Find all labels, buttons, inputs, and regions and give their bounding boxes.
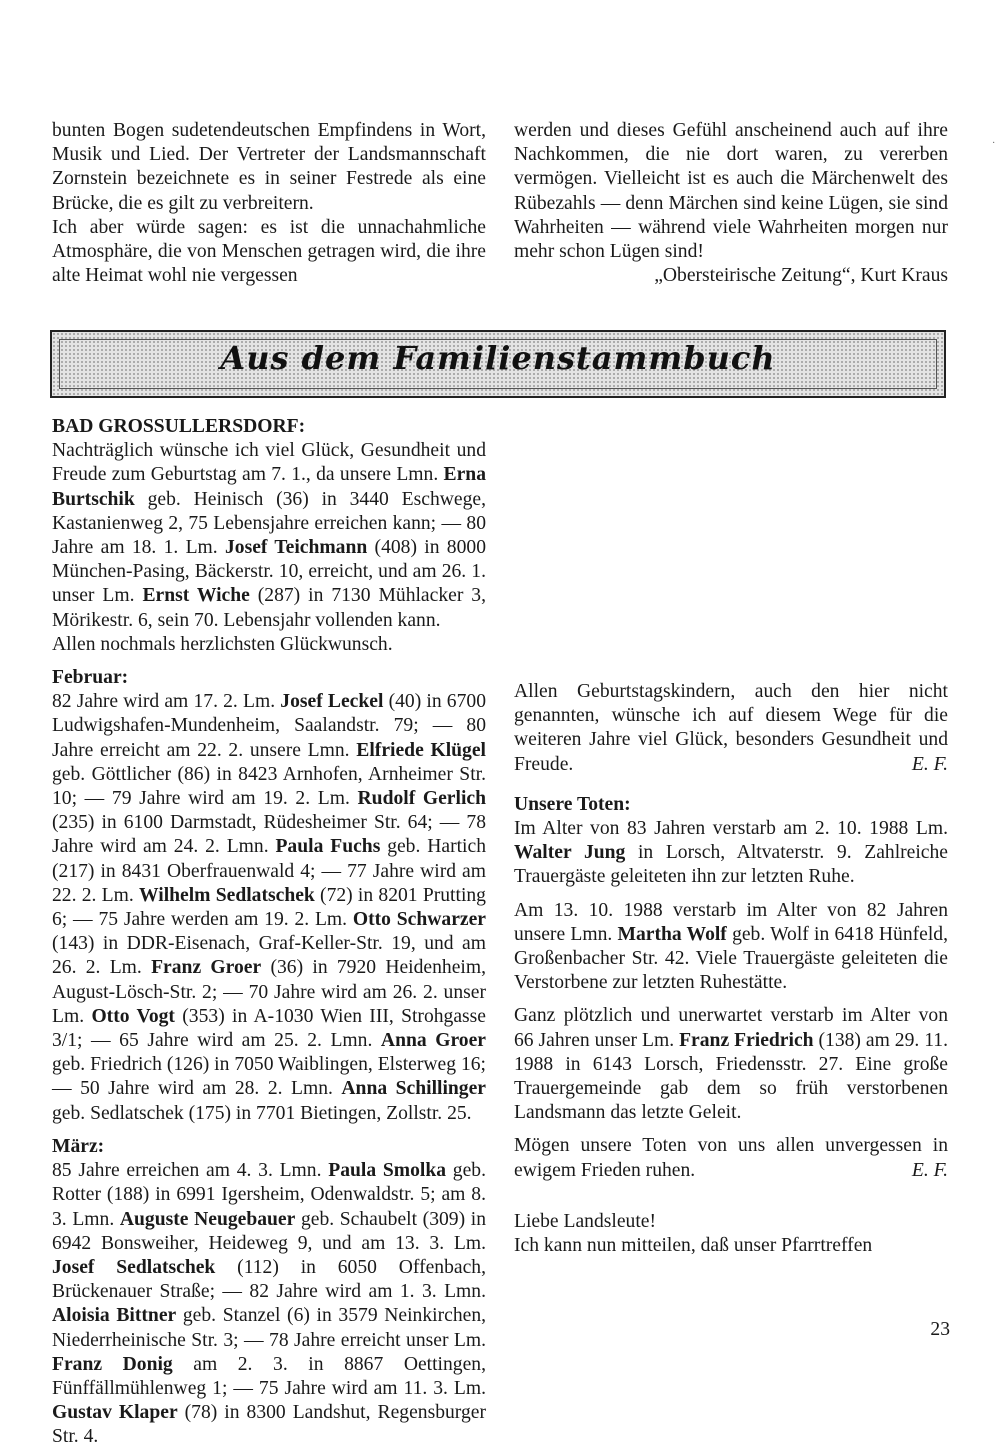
person-name: Wilhelm Sedlatschek [139,884,315,906]
top-right-column [514,119,948,288]
edge-mark: · [992,138,996,149]
person-name: Paula Smolka [328,1160,447,1182]
person-name: Martha Wolf [617,923,727,945]
obituary-paragraph [514,899,948,996]
obituary-paragraph [514,1004,948,1125]
intro-paragraph: werden und dieses Gefühl anscheinend auch auf ihre Nachkommen, die nie dort waren, zu vererben vermögen. Vielleicht ist es auch die Märchenwelt des Rübezahls — denn Märchen sind keine Lügen, sie sind Wahrheiten — während viele Wahrheiten morgen nur mehr schon Lügen sind! [514,120,948,263]
town-heading: BAD GROSSULLERSDORF: [52,416,306,437]
page-number: 23 [930,1319,950,1340]
intro-paragraph: bunten Bogen sudetendeutschen Empfindens in Wort, Musik und Lied. Der Vertreter der Landsmannschaft Zornstein bezeichnete es in seiner Festrede als eine Brücke, die es gilt zu verbreitern. [52,120,486,214]
section-banner [50,330,946,398]
top-left-column [52,119,486,288]
text-run: geb. Heinisch (36) in 3440 Eschwege, Kastanienweg 2, 75 Lebensjahre erreichen kann; — 80 Jahre am 18. 1. Lm. [52,488,486,559]
text-run: (40) in 6700 Ludwigshafen-Mundenheim, Saalandstr. 79; — 80 Jahre erreicht am 22. 2. unsere Lmn. [52,691,486,761]
obituary-closing [514,1134,948,1182]
left-column [52,415,486,1450]
person-name: Ernst Wiche [142,585,250,607]
person-name: Josef Teichmann [224,537,368,559]
source-attribution: „Obersteirische Zeitung“, Kurt Kraus [654,265,948,287]
text-run: Ganz plötzlich und unerwartet verstarb im Alter von 66 Jahren unser Lm. [514,1005,948,1051]
text-run: geb. Friedrich (126) in 7050 Waiblingen, Elsterweg 16; — 50 Jahre wird am 28. 2. Lmn. [52,1054,486,1100]
person-name: Auguste Neugebauer [119,1208,296,1230]
text-run: Nachträglich wünsche ich viel Glück, Gesundheit und Freude zum Geburtstag am 7. 1., da unsere Lmn. [52,440,486,486]
text-run: Im Alter von 83 Jahren verstarb am 2. 10. 1988 Lm. [514,818,948,840]
month-heading-february: Februar: [52,667,129,689]
letter-greeting: Liebe Landsleute! [514,1210,656,1232]
layout-spacer [514,1318,515,1319]
person-name: Otto Schwarzer [352,909,487,931]
text-run: (287) in 7130 Mühlacker 3, Mörikestr. 6, sein 70. Lebensjahr vollenden kann. [52,585,486,631]
text-run: geb. Hartich (217) in 8431 Oberfrauenwald 4; — 77 Jahre wird am 22. 2. Lm. [52,836,486,906]
text-run: (353) in A-1030 Wien III, Strohgasse 3/1; — 65 Jahre wird am 25. 2. Lmn. [52,1005,486,1052]
text-run: (112) in 6050 Offenbach, Brückenauer Straße; — 82 Jahre wird am 1. 3. Lmn. [52,1256,486,1303]
text-run: (235) in 6100 Darmstadt, Rüdesheimer Str. 64; — 78 Jahre wird am 24. 2. Lmn. [52,812,486,858]
text-run: (78) in 8300 Landshut, Regensburger Str. 4. [52,1402,486,1448]
birthday-wishes [514,680,948,777]
person-name: Gustav Klaper [52,1402,178,1424]
obituary-heading: Unsere Toten: [514,793,631,815]
birthday-paragraph-march-start [52,1159,486,1449]
intro-paragraph: Ich aber würde sagen: es ist die unnachahmliche Atmosphäre, die von Menschen getragen wird, die ihre alte Heimat wohl nie vergessen [52,216,486,287]
text-run: (138) am 29. 11. 1988 in 6143 Lorsch, Friedensstr. 27. Eine große Trauergemeinde gab dem so früh verstorbenen Landsmann das letzte Geleit. [514,1029,948,1124]
person-name: Paula Fuchs [275,836,381,858]
birthday-paragraph [52,439,486,633]
text-run: geb. Wolf in 6418 Hünfeld, Großenbacher Str. 42. Viele Trauergäste geleiteten die Verstorbene zur letzten Ruhestätte. [514,923,948,994]
text-run: Mögen unsere Toten von uns allen unvergessen in ewigem Frieden ruhen. [514,1135,948,1181]
text-run: geb. Rotter (188) in 6991 Igersheim, Odenwaldstr. 5; am 8. 3. Lmn. [52,1160,486,1230]
person-name: Josef Leckel [280,691,384,713]
text-run: (72) in 8201 Prutting 6; — 75 Jahre werden am 19. 2. Lm. [52,884,486,931]
letter-text: Ich kann nun mitteilen, daß unser Pfarrtreffen [514,1235,873,1257]
person-name: Anna Groer [380,1030,486,1052]
person-name: Rudolf Gerlich [357,788,486,810]
author-signature: E. F. [911,1159,948,1181]
text-run: Am 13. 10. 1988 verstarb im Alter von 82 Jahren unsere Lmn. [514,899,948,945]
text-run: geb. Schaubelt (309) in 6942 Bonsweiher, Heideweg 9, und am 13. 3. Lm. [52,1208,486,1254]
person-name: Josef Sedlatschek [52,1256,216,1278]
author-signature: E. F. [911,753,948,775]
birthday-closing: Allen nochmals herzlichsten Glückwunsch. [52,633,393,655]
text-run: (408) in 8000 München-Pasing, Bäckerstr. 10, erreicht, und am 26. 1. unser Lm. [52,537,486,607]
obituary-paragraph [514,817,948,890]
person-name: Franz Donig [52,1353,173,1375]
section-title: Aus dem Familienstammbuch [220,339,776,377]
text-run: am 2. 3. in 8867 Oettingen, Fünffällmühlenweg 1; — 75 Jahre wird am 11. 3. Lm. [52,1353,486,1399]
birthday-paragraph [52,690,486,1126]
person-name: Otto Vogt [91,1005,175,1027]
person-name: Walter Jung [514,842,626,864]
person-name: Erna Burtschik [52,464,486,510]
text-run: geb. Stanzel (6) in 3579 Neinkirchen, Niederrheinische Str. 3; — 78 Jahre erreicht unser Lm. [52,1305,487,1351]
right-column [514,680,948,1258]
person-name: Franz Groer [151,957,262,979]
text-run: 82 Jahre wird am 17. 2. Lm. [52,691,281,713]
text-run: (143) in DDR-Eisenach, Graf-Keller-Str. 19, und am 26. 2. Lm. [52,933,486,979]
text-run: Allen Geburtstagskindern, auch den hier nicht genannten, wünsche ich auf diesem Wege für die weiteren Jahre viel Glück, besonders Gesundheit und Freude. [514,681,948,775]
person-name: Franz Friedrich [679,1029,814,1051]
text-run: (36) in 7920 Heidenheim, August-Lösch-Str. 2; — 70 Jahre wird am 26. 2. unser Lm. [52,957,486,1027]
text-run: in Lorsch, Altvaterstr. 9. Zahlreiche Trauergäste geleiteten ihn zur letzten Ruhe. [514,842,948,888]
text-run: 85 Jahre erreichen am 4. 3. Lmn. [52,1160,329,1182]
person-name: Anna Schillinger [341,1078,486,1100]
person-name: Aloisia Bittner [52,1305,177,1327]
text-run: geb. Göttlicher (86) in 8423 Arnhofen, Arnheimer Str. 10; — 79 Jahre wird am 19. 2. Lm. [52,763,486,810]
month-heading-march: März: [52,1135,105,1157]
text-run: geb. Sedlatschek (175) in 7701 Bietingen, Zollstr. 25. [52,1102,472,1124]
person-name: Elfriede Klügel [356,739,486,761]
